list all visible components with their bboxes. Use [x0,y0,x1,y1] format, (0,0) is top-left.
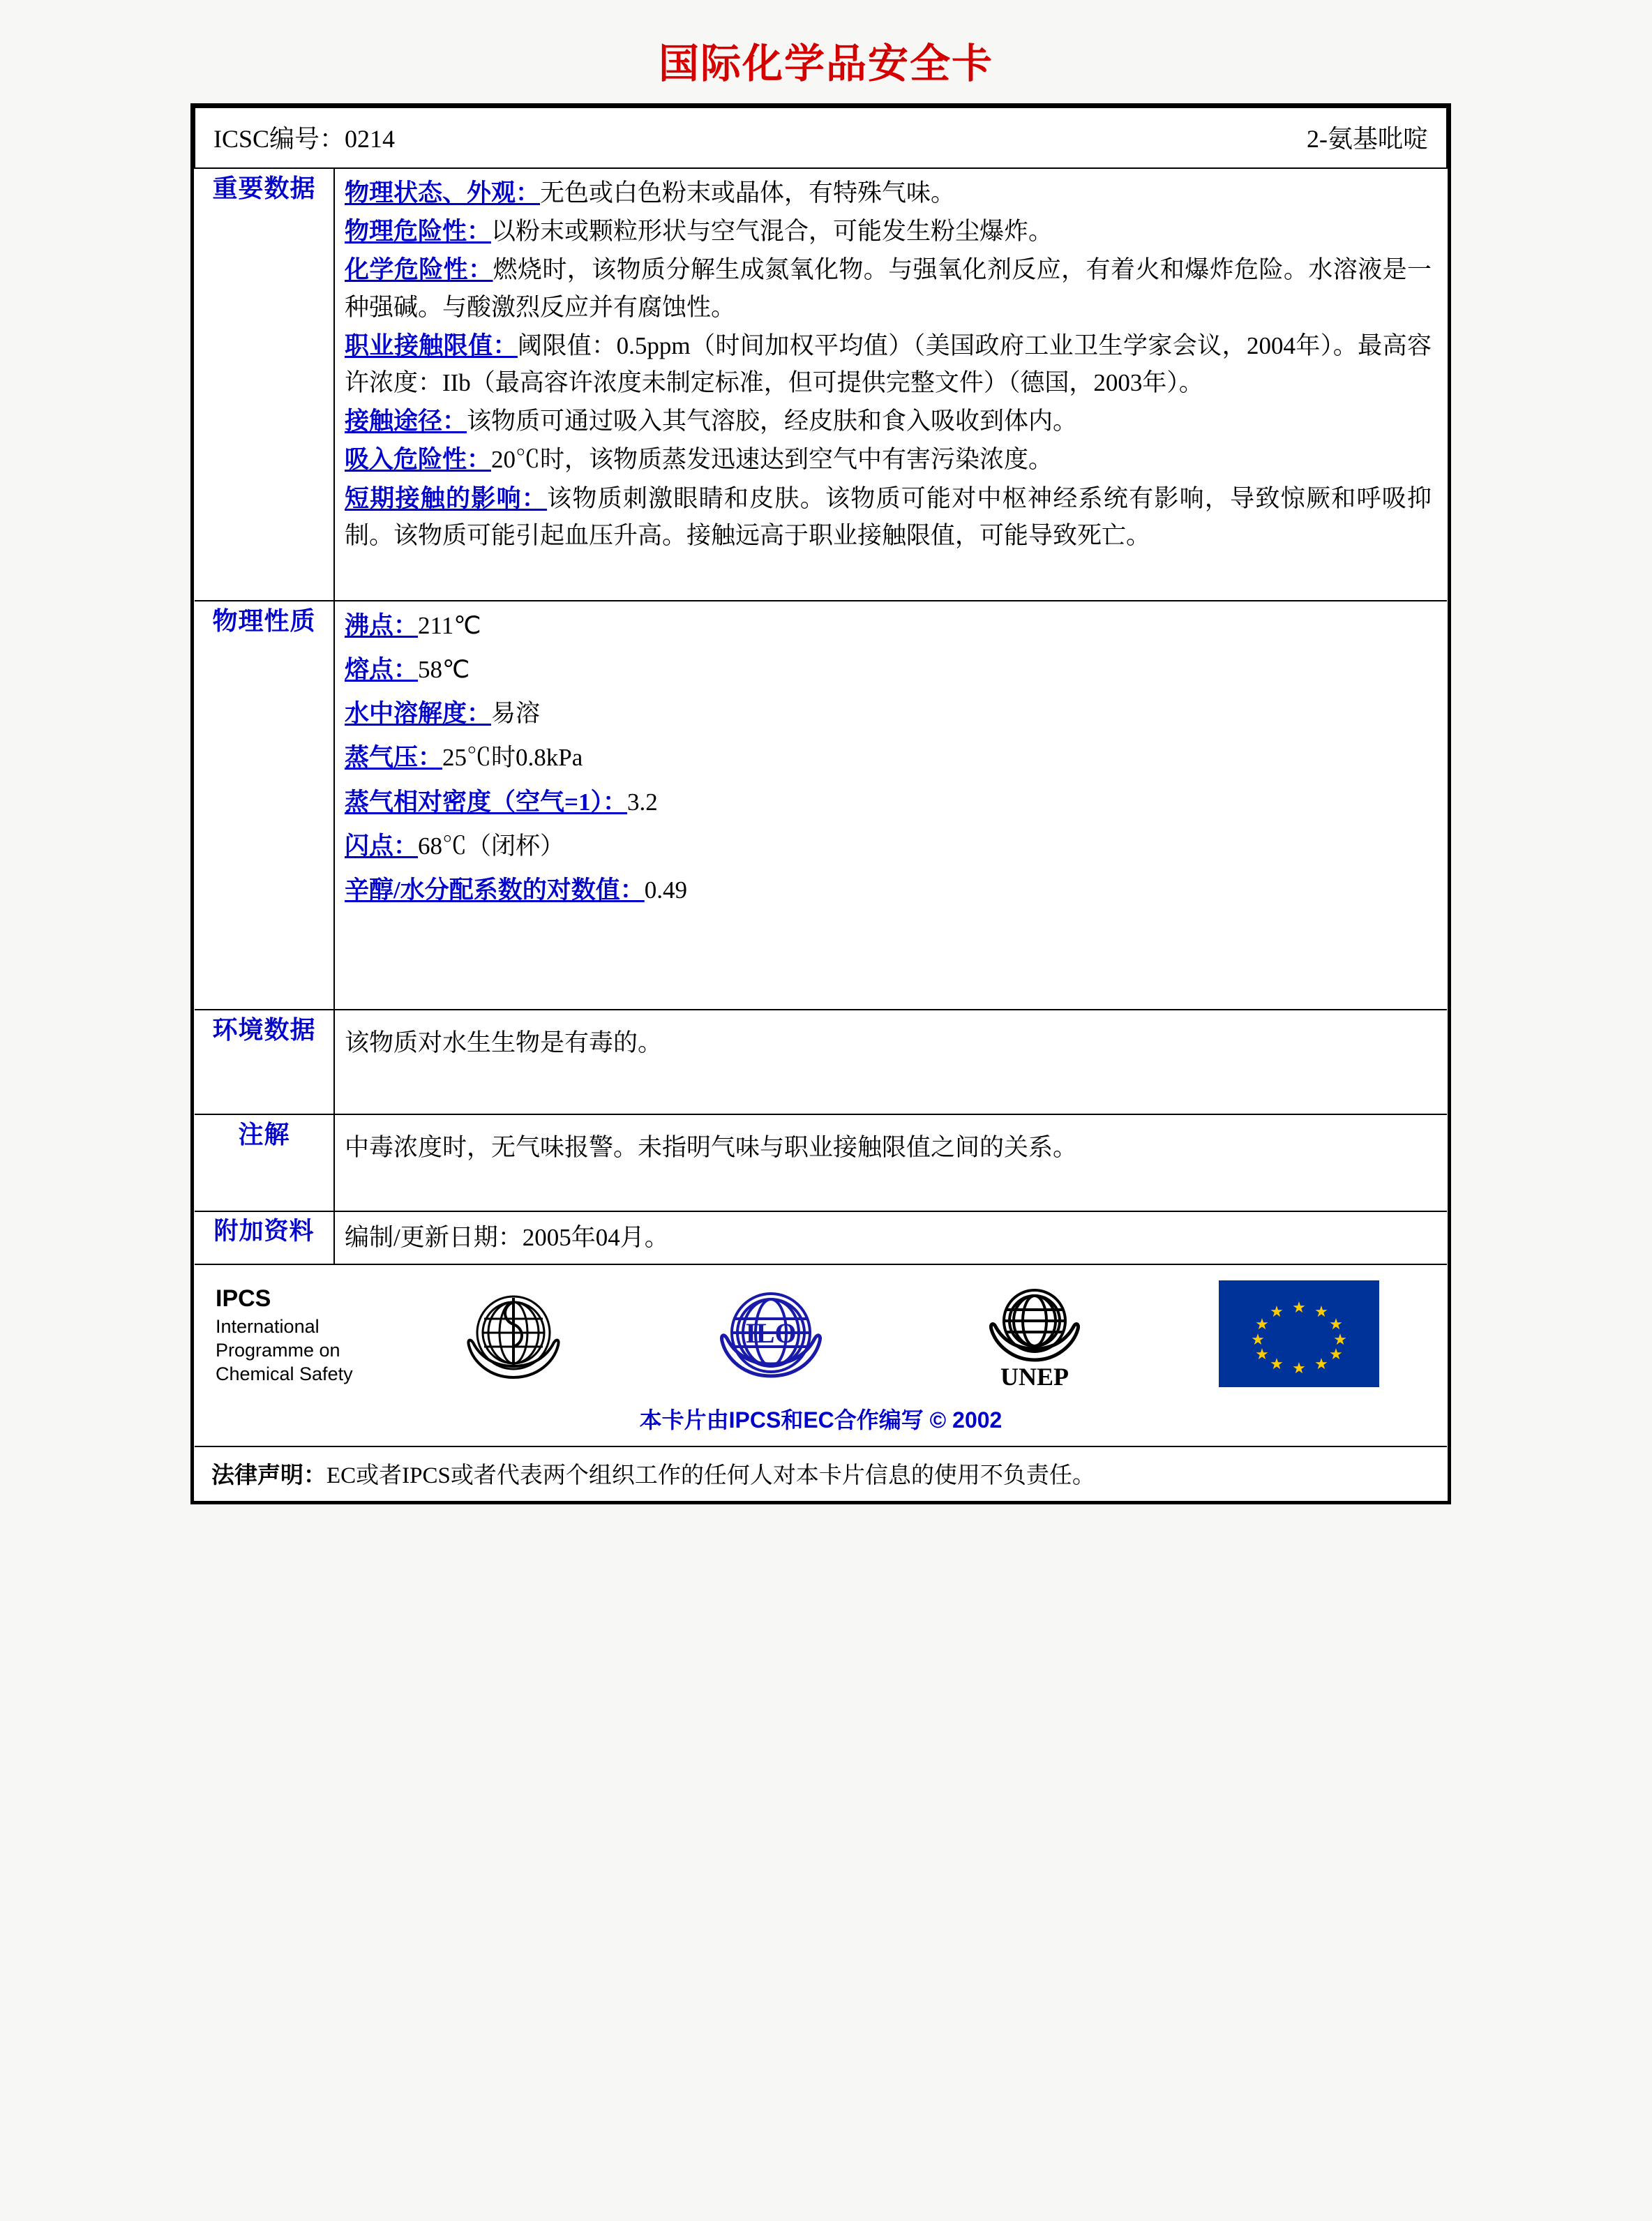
important-item-text: 以粉末或颗粒形状与空气混合，可能发生粉尘爆炸。 [491,218,1053,246]
physical-item-key: 熔点： [345,656,419,684]
physical-item-text: 25℃时0.8kPa [442,744,583,772]
additional-info-text: 编制/更新日期：2005年04月。 [345,1223,669,1251]
row-notes [195,1114,1447,1211]
svg-text:★: ★ [1329,1345,1343,1363]
important-item-text: 该物质可通过吸入其气溶胶，经皮肤和食入吸收到体内。 [467,407,1078,435]
physical-item-key: 闪点： [345,832,419,860]
important-item [345,174,1432,211]
physical-item-key: 沸点： [345,611,419,639]
eu-flag-logo [1219,1280,1379,1391]
unep-logo-caption: UNEP [1000,1362,1069,1391]
important-item [345,251,1432,325]
important-item [345,480,1432,554]
legal-notice-text: EC或者IPCS或者代表两个组织工作的任何人对本卡片信息的使用不负责任。 [326,1463,1095,1488]
icsc-number-value: 0214 [345,125,396,153]
ipcs-full-name [216,1315,390,1386]
logo-row [390,1275,1433,1397]
important-item-key: 物理状态、外观： [345,179,541,207]
label-physical-properties-cell [195,601,334,1010]
body-notes [334,1114,1447,1211]
important-item-text: 燃烧时，该物质分解生成氮氧化物。与强氧化剂反应，有着火和爆炸危险。水溶液是一种强碱。与酸激烈反应并有腐蚀性。 [345,256,1432,321]
svg-text:★: ★ [1314,1303,1328,1321]
important-item-key: 接触途径： [345,407,467,435]
icsc-number-label: ICSC编号： [213,125,345,153]
physical-item-key: 蒸气压： [345,744,443,772]
card-header-row [195,107,1447,168]
row-additional-info [195,1211,1447,1264]
label-additional-info-cell [195,1211,334,1264]
ipcs-full-line-1: International [216,1316,320,1338]
svg-text:★: ★ [1292,1359,1306,1377]
physical-item-text: 58℃ [418,656,470,684]
physical-item-key: 辛醇/水分配系数的对数值： [345,876,645,904]
row-physical-properties [195,601,1447,1010]
ipcs-full-line-2: Programme on [216,1340,340,1361]
important-item [345,403,1432,440]
svg-text:★: ★ [1270,1303,1284,1321]
ilo-logo-caption: ILO [744,1317,797,1349]
important-item [345,213,1432,250]
label-physical-properties: 物理性质 [212,606,316,635]
icsc-card [190,103,1451,1504]
physical-item [345,695,1432,732]
physical-item-text: 0.49 [644,876,687,904]
label-important-data-cell [195,168,334,601]
who-logo [444,1278,583,1393]
svg-text:★: ★ [1270,1355,1284,1373]
important-item-key: 物理危险性： [345,218,492,246]
body-important-data [334,168,1447,601]
notes-text: 中毒浓度时，无气味报警。未指明气味与职业接触限值之间的关系。 [345,1134,1078,1162]
svg-text:★: ★ [1255,1315,1269,1333]
body-environmental-data [334,1010,1447,1114]
row-important-data [195,168,1447,601]
svg-text:★: ★ [1329,1315,1343,1333]
card-header-cell [195,107,1447,168]
physical-item-text: 68℃（闭杯） [418,832,565,860]
important-item [345,441,1432,478]
physical-item-text: 211℃ [418,611,481,639]
label-environmental-data: 环境数据 [212,1016,316,1045]
row-environmental-data [195,1010,1447,1114]
label-important-data: 重要数据 [212,174,316,202]
physical-item-key: 水中溶解度： [345,700,492,728]
label-environmental-data-cell [195,1010,334,1114]
important-item-key: 化学危险性： [345,256,493,284]
environmental-data-text: 该物质对水生生物是有毒的。 [345,1029,663,1057]
label-notes: 注解 [238,1121,290,1149]
important-item-text: 无色或白色粉末或晶体，有特殊气味。 [540,179,956,207]
important-item-text: 该物质刺激眼睛和皮肤。该物质可能对中枢神经系统有影响，导致惊厥和呼吸抑制。该物质可能引起血压升高。接触远高于职业接触限值，可能导致死亡。 [345,484,1432,549]
svg-text:★: ★ [1333,1331,1347,1349]
physical-item [345,872,1432,908]
physical-item [345,651,1432,688]
label-notes-cell [195,1114,334,1211]
unep-logo [958,1275,1111,1397]
row-footer-logos [195,1264,1447,1446]
row-legal [195,1446,1447,1501]
legal-cell [195,1446,1447,1501]
footer-credit: 本卡片由IPCS和EC合作编写 © 2002 [639,1407,1003,1433]
physical-item [345,784,1432,821]
important-item-text: 20℃时，该物质蒸发迅速达到空气中有害污染浓度。 [491,446,1053,474]
label-additional-info: 附加资料 [213,1217,315,1245]
chemical-name: 2-氨基吡啶 [1307,125,1428,153]
physical-item-key: 蒸气相对密度（空气=1）： [345,788,627,816]
ipcs-abbr: IPCS [216,1285,271,1313]
body-additional-info [334,1211,1447,1264]
legal-notice-label: 法律声明： [211,1463,326,1488]
body-physical-properties [334,601,1447,1010]
svg-text:★: ★ [1314,1355,1328,1373]
icsc-number-block [213,119,395,155]
physical-item [345,607,1432,644]
svg-text:★: ★ [1292,1299,1306,1317]
page-title: 国际化学品安全卡 [658,41,993,87]
footer-logos-cell [195,1264,1447,1446]
important-item-text: 阈限值：0.5ppm（时间加权平均值）（美国政府工业卫生学家会议，2004年）。最高容许浓度：IIb（最高容许浓度未制定标准，但可提供完整文件）（德国，2003年）。 [345,331,1432,396]
important-item-key: 职业接触限值： [345,331,518,359]
ipcs-block [211,1285,390,1386]
important-item-key: 短期接触的影响： [345,484,548,512]
important-item-key: 吸入危险性： [345,446,492,474]
legal-notice [211,1457,1430,1490]
physical-item-text: 3.2 [626,788,658,816]
important-item [345,327,1432,401]
physical-item [345,739,1432,776]
svg-text:★: ★ [1255,1345,1269,1363]
physical-item-text: 易溶 [491,700,541,728]
svg-text:★: ★ [1251,1331,1265,1349]
ilo-logo [691,1278,851,1393]
ipcs-full-line-3: Chemical Safety [216,1363,353,1384]
physical-item [345,828,1432,865]
icsc-table [194,107,1448,1501]
